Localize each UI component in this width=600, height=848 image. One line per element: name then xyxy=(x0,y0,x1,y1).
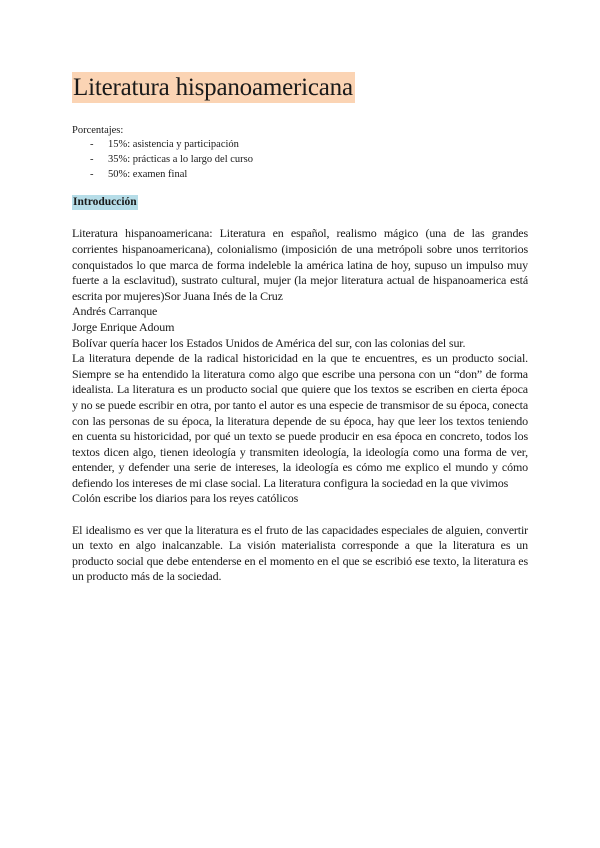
list-bullet: - xyxy=(90,139,94,150)
paragraph-gap xyxy=(72,507,528,523)
list-item xyxy=(90,138,528,153)
list-bullet: - xyxy=(90,153,94,165)
colon-line: Colón escribe los diarios para los reyes católicos xyxy=(72,491,299,506)
author-line: Andrés Carranque xyxy=(72,304,158,319)
paragraph-literature: La literatura depende de la radical historicidad en la que te encuentres, es un producto social. Siempre se ha entendido la literatura como algo que escribe una persona con un “don” de forma idealista. La literatura es un producto social que quiere que los textos se escriben en cierta época y no se puede escribir en otra, por tanto el autor es una especie de transmisor de su época, conecta con las personas de su época, la literatura depende de su época, hay que leer los textos teniendo en cuenta su historicidad, por qué un texto se puede producir en esa época en concreto, todos los textos dicen algo, tienen ideología y transmiten ideología, la ideología como una forma de ver, entender, y defender una serie de intereses, la ideología es cómo me explico el mundo y cómo defiendo los intereses de mi clase social. La literatura configura la sociedad en la que vivimos xyxy=(72,351,528,490)
author-line: Jorge Enrique Adoum xyxy=(72,319,175,334)
list-item-text: 35%: prácticas a lo largo del curso xyxy=(108,153,254,165)
paragraph-idealism: El idealismo es ver que la literatura es el fruto de las capacidades especiales de alguien, convertir un texto en algo inalcanzable. La visión materialista corresponde a que la literatura es un producto social que debe entenderse en el momento en el que se escribió ese texto, la literatura es un producto más de la sociedad. xyxy=(72,522,528,584)
list-item xyxy=(90,153,528,168)
section-heading: Introducción xyxy=(73,196,137,209)
percentages-label: Porcentajes: xyxy=(72,125,124,136)
list-item-text: 15%: asistencia y participación xyxy=(108,139,239,150)
document-title: Literatura hispanoamericana xyxy=(73,74,353,101)
percentages-list xyxy=(72,138,528,182)
document-page xyxy=(72,72,528,585)
list-item xyxy=(90,168,528,183)
paragraph-intro: Literatura hispanoamericana: Literatura en español, realismo mágico (una de las grandes corrientes hispanoamericana), colonialismo (imposición de una metrópoli sobre unos territorios conquistados lo que marca de forma indeleble la américa latina de hoy, supuso un impulso muy fuerte a la esclavitud), sustrato cultural, mujer (la mejor literatura actual de hispanoamerica está escrita por mujeres)Sor Juana Inés de la Cruz xyxy=(72,226,528,303)
bolivar-line: Bolívar quería hacer los Estados Unidos de América del sur, con las colonias del sur. xyxy=(72,335,466,350)
list-bullet: - xyxy=(90,168,94,180)
list-item-text: 50%: examen final xyxy=(108,168,188,180)
